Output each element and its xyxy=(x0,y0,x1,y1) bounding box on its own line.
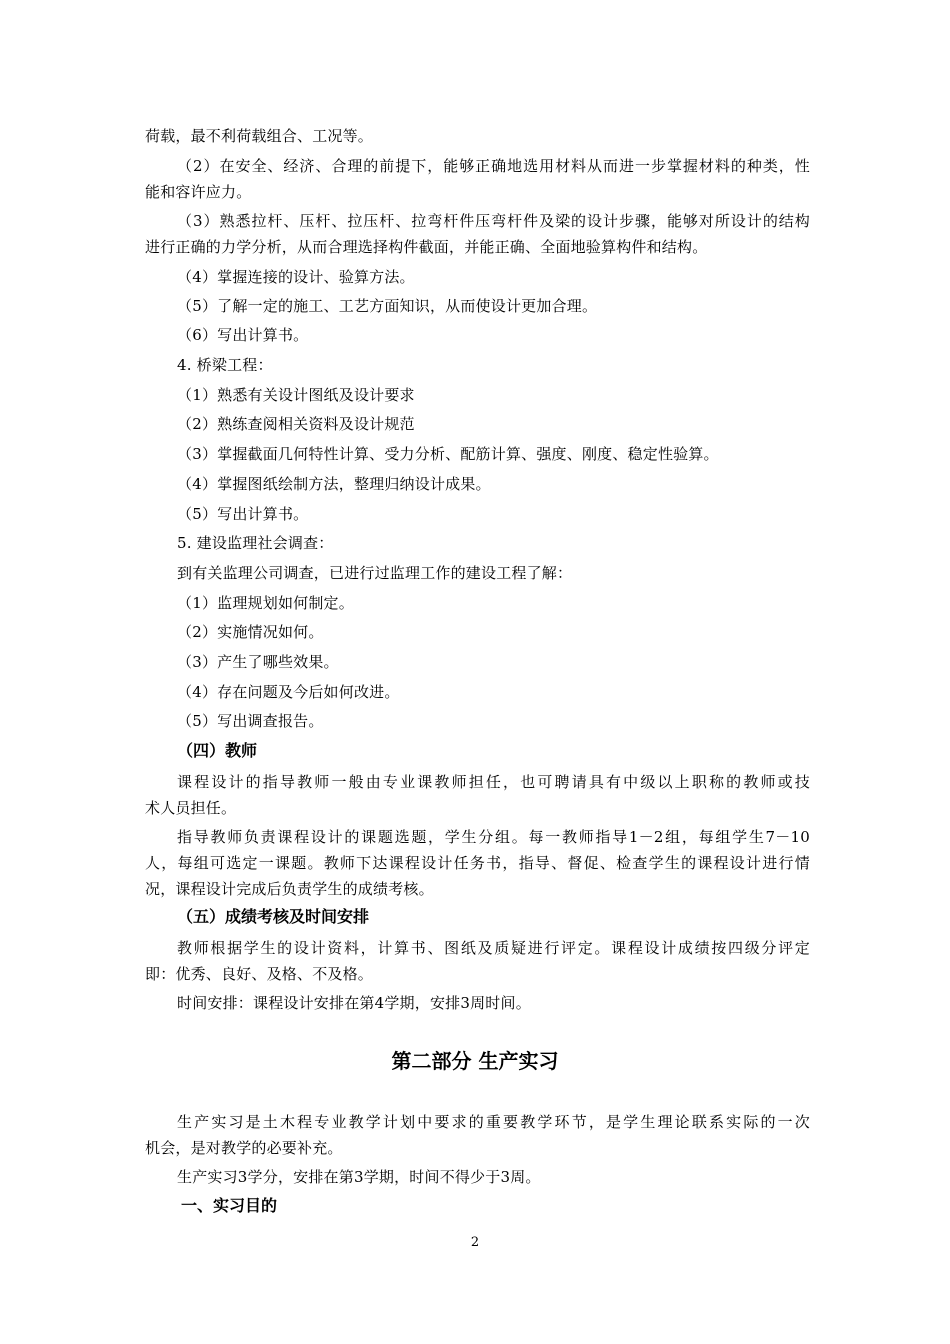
section-heading-assessment: （五）成绩考核及时间安排 xyxy=(177,907,370,926)
page-number: 2 xyxy=(470,1235,480,1250)
text-line: 术人员担任。 xyxy=(145,799,237,817)
text-line: 5. 建设监理社会调查： xyxy=(177,534,334,552)
text-line: 荷载，最不利荷载组合、工况等。 xyxy=(145,127,374,145)
section-heading-teachers: （四）教师 xyxy=(177,741,258,760)
text-line: （1）熟悉有关设计图纸及设计要求 xyxy=(177,386,415,404)
text-line: 教师根据学生的设计资料，计算书、图纸及质疑进行评定。课程设计成绩按四级分评定 xyxy=(177,939,810,957)
section-heading-practice-goal: 一、实习目的 xyxy=(181,1196,278,1215)
text-line: （3）掌握截面几何特性计算、受力分析、配筋计算、强度、刚度、稳定性验算。 xyxy=(177,445,719,463)
text-line: 生产实习3学分，安排在第3学期，时间不得少于3周。 xyxy=(177,1168,541,1186)
text-line: （6）写出计算书。 xyxy=(177,326,309,344)
text-line: 机会，是对教学的必要补充。 xyxy=(145,1139,343,1157)
text-line: （2）熟练查阅相关资料及设计规范 xyxy=(177,415,415,433)
text-line: 到有关监理公司调查，已进行过监理工作的建设工程了解： xyxy=(177,564,573,582)
text-line: （2）实施情况如何。 xyxy=(177,623,324,641)
text-line: （3）产生了哪些效果。 xyxy=(177,653,339,671)
text-line: （4）掌握图纸绘制方法，整理归纳设计成果。 xyxy=(177,475,491,493)
text-line: （5）写出调查报告。 xyxy=(177,712,324,730)
text-line: （5）写出计算书。 xyxy=(177,505,309,523)
part-title: 第二部分 生产实习 xyxy=(391,1049,559,1073)
text-line: 指导教师负责课程设计的课题选题，学生分组。每一教师指导1－2组，每组学生7－10 xyxy=(177,828,810,846)
text-line: 即：优秀、良好、及格、不及格。 xyxy=(145,965,374,983)
text-line: 4. 桥梁工程： xyxy=(177,356,273,374)
text-line: （5）了解一定的施工、工艺方面知识，从而使设计更加合理。 xyxy=(177,297,598,315)
text-line: （4）掌握连接的设计、验算方法。 xyxy=(177,268,415,286)
text-line: （1）监理规划如何制定。 xyxy=(177,594,354,612)
text-line: 进行正确的力学分析，从而合理选择构件截面，并能正确、全面地验算构件和结构。 xyxy=(145,238,708,256)
text-line: 生产实习是土木程专业教学计划中要求的重要教学环节，是学生理论联系实际的一次 xyxy=(177,1113,810,1131)
text-line: 能和容许应力。 xyxy=(145,183,252,201)
text-line: （3）熟悉拉杆、压杆、拉压杆、拉弯杆件压弯杆件及梁的设计步骤，能够对所设计的结构 xyxy=(177,212,810,230)
text-line: 时间安排：课程设计安排在第4学期，安排3周时间。 xyxy=(177,994,531,1012)
text-line: 人，每组可选定一课题。教师下达课程设计任务书，指导、督促、检查学生的课程设计进行情 xyxy=(145,854,810,872)
text-line: （2）在安全、经济、合理的前提下，能够正确地选用材料从而进一步掌握材料的种类，性 xyxy=(177,157,810,175)
text-line: 况，课程设计完成后负责学生的成绩考核。 xyxy=(145,880,434,898)
text-line: （4）存在问题及今后如何改进。 xyxy=(177,683,400,701)
text-line: 课程设计的指导教师一般由专业课教师担任，也可聘请具有中级以上职称的教师或技 xyxy=(177,773,810,791)
